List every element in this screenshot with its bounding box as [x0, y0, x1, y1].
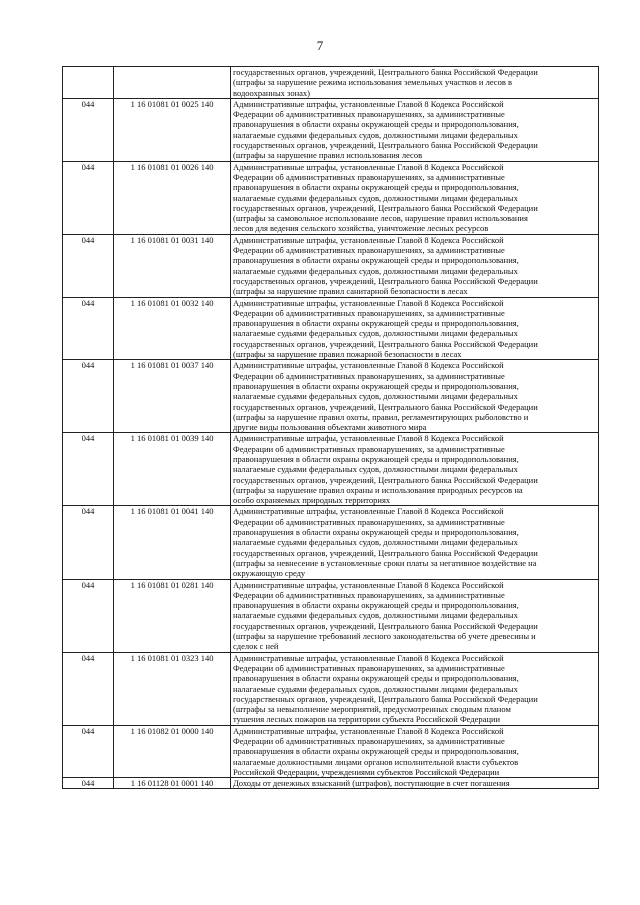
budget-classification-code-cell: 1 16 01081 01 0323 140 [114, 652, 231, 725]
budget-classification-code-cell: 1 16 01128 01 0001 140 [114, 778, 231, 789]
description-line: Административные штрафы, установленные Главой 8 Кодекса Российской [233, 506, 504, 517]
admin-code-cell: 044 [63, 234, 114, 297]
admin-code-cell: 044 [63, 161, 114, 234]
description-line: Федерации об административных правонарушениях, за административные [233, 589, 505, 600]
description-line: налагаемые судьями федеральных судов, должностными лицами федеральных [233, 391, 518, 402]
admin-code-cell: 044 [63, 506, 114, 579]
table-row [63, 725, 599, 777]
description-line: (штрафы за нарушение режима использования земельных участков и лесов в [233, 77, 512, 88]
description-line: государственных органов, учреждений, Центрального банка Российской Федерации [233, 693, 538, 704]
description-line: Административные штрафы, установленные Главой 8 Кодекса Российской [233, 579, 504, 590]
description-line: Федерации об административных правонарушениях, за административные [233, 109, 505, 120]
description-line: Административные штрафы, установленные Главой 8 Кодекса Российской [233, 652, 504, 663]
description-line: государственных органов, учреждений, Центрального банка Российской Федерации [233, 67, 538, 77]
table-row [63, 67, 599, 99]
description-line: Федерации об административных правонарушениях, за административные [233, 516, 505, 527]
description-line: Федерации об административных правонарушениях, за административные [233, 171, 505, 182]
description-line: правонарушения в области охраны окружающей среды и природопользования, [233, 318, 519, 329]
description-line: государственных органов, учреждений, Центрального банка Российской Федерации [233, 401, 538, 412]
description-line: Административные штрафы, установленные Главой 8 Кодекса Российской [233, 725, 504, 736]
page-number: 7 [316, 38, 324, 53]
revenue-description-cell [231, 579, 599, 652]
revenue-description-cell [231, 67, 599, 99]
description-line: правонарушения в области охраны окружающей среды и природопользования, [233, 600, 519, 611]
budget-classification-code-cell: 1 16 01082 01 0000 140 [114, 725, 231, 777]
description-line: правонарушения в области охраны окружающей среды и природопользования, [233, 255, 519, 266]
table-row [63, 506, 599, 579]
admin-code-cell: 044 [63, 433, 114, 506]
admin-code-cell: 044 [63, 725, 114, 777]
budget-classification-code-cell: 1 16 01081 01 0281 140 [114, 579, 231, 652]
description-line: налагаемые судьями федеральных судов, должностными лицами федеральных [233, 192, 518, 203]
admin-code-cell: 044 [63, 297, 114, 360]
admin-code-cell: 044 [63, 579, 114, 652]
revenue-codes-table [62, 66, 599, 789]
revenue-description-cell [231, 778, 599, 789]
description-line: государственных органов, учреждений, Центрального банка Российской Федерации [233, 474, 538, 485]
description-line: государственных органов, учреждений, Центрального банка Российской Федерации [233, 202, 538, 213]
budget-classification-code-cell: 1 16 01081 01 0039 140 [114, 433, 231, 506]
description-line: налагаемые судьями федеральных судов, должностными лицами федеральных [233, 129, 518, 140]
description-line: (штрафы за невнесение в установленные сроки платы за негативное воздействие на [233, 557, 537, 568]
description-line: Российской Федерации, учреждениями субъектов Российской Федерации [233, 766, 500, 777]
description-line: Административные штрафы, установленные Главой 8 Кодекса Российской [233, 234, 504, 245]
admin-code-cell: 044 [63, 778, 114, 789]
revenue-description-cell [231, 360, 599, 433]
revenue-description-cell [231, 234, 599, 297]
revenue-description-cell [231, 98, 599, 161]
description-line: налагаемые должностными лицами органов исполнительной власти субъектов [233, 756, 519, 767]
description-line: окружающую среду [233, 568, 306, 579]
description-line: государственных органов, учреждений, Центрального банка Российской Федерации [233, 620, 538, 631]
description-line: государственных органов, учреждений, Центрального банка Российской Федерации [233, 338, 538, 349]
table-row [63, 433, 599, 506]
revenue-description-cell [231, 433, 599, 506]
table-row [63, 98, 599, 161]
admin-code-cell: 044 [63, 98, 114, 161]
revenue-description-cell [231, 652, 599, 725]
description-line: Федерации об административных правонарушениях, за административные [233, 245, 505, 256]
revenue-description-cell [231, 725, 599, 777]
budget-classification-code-cell: 1 16 01081 01 0031 140 [114, 234, 231, 297]
description-line: правонарушения в области охраны окружающей среды и природопользования, [233, 453, 519, 464]
description-line: (штрафы за нарушение правил охраны и использования природных ресурсов на [233, 484, 523, 495]
description-line: Федерации об административных правонарушениях, за административные [233, 370, 505, 381]
admin-code-cell: 044 [63, 652, 114, 725]
description-line: Доходы от денежных взысканий (штрафов), поступающие в счет погашения [233, 778, 510, 789]
description-line: государственных органов, учреждений, Центрального банка Российской Федерации [233, 275, 538, 286]
description-line: Административные штрафы, установленные Главой 8 Кодекса Российской [233, 161, 504, 172]
budget-classification-code-cell: 1 16 01081 01 0026 140 [114, 161, 231, 234]
description-line: правонарушения в области охраны окружающей среды и природопользования, [233, 527, 519, 538]
description-line: Административные штрафы, установленные Главой 8 Кодекса Российской [233, 360, 504, 371]
description-line: Административные штрафы, установленные Главой 8 Кодекса Российской [233, 297, 504, 308]
description-line: налагаемые судьями федеральных судов, должностными лицами федеральных [233, 537, 518, 548]
description-line: налагаемые судьями федеральных судов, должностными лицами федеральных [233, 328, 518, 339]
table-row [63, 297, 599, 360]
description-line: правонарушения в области охраны окружающей среды и природопользования, [233, 673, 519, 684]
admin-code-cell [63, 67, 114, 99]
description-line: налагаемые судьями федеральных судов, должностными лицами федеральных [233, 683, 518, 694]
table-body [63, 67, 599, 789]
revenue-description-cell [231, 297, 599, 360]
description-line: сделок с ней [233, 641, 279, 652]
description-line: правонарушения в области охраны окружающей среды и природопользования, [233, 746, 519, 757]
description-line: другие виды пользования объектами животного мира [233, 422, 427, 433]
table-row [63, 778, 599, 789]
description-line: Административные штрафы, установленные Главой 8 Кодекса Российской [233, 433, 504, 444]
description-line: лесов для ведения сельского хозяйства, уничтожение лесных ресурсов [233, 223, 489, 234]
description-line: (штрафы за нарушение правил санитарной безопасности в лесах [233, 286, 468, 297]
description-line: Административные штрафы, установленные Главой 8 Кодекса Российской [233, 98, 504, 109]
description-line: (штрафы за невыполнение мероприятий, предусмотренных сводным планом [233, 704, 511, 715]
description-line: налагаемые судьями федеральных судов, должностными лицами федеральных [233, 610, 518, 621]
description-line: (штрафы за нарушение правил охоты, правил, регламентирующих рыболовство и [233, 411, 529, 422]
description-line: (штрафы за нарушение правил использования лесов [233, 150, 423, 161]
budget-classification-code-cell [114, 67, 231, 99]
description-line: (штрафы за нарушение требований лесного законодательства об учете древесины и [233, 631, 536, 642]
description-line: (штрафы за нарушение правил пожарной безопасности в лесах [233, 349, 462, 360]
description-line: правонарушения в области охраны окружающей среды и природопользования, [233, 380, 519, 391]
table-row [63, 161, 599, 234]
revenue-description-cell [231, 506, 599, 579]
description-line: Федерации об административных правонарушениях, за административные [233, 443, 505, 454]
table-row [63, 652, 599, 725]
description-line: государственных органов, учреждений, Центрального банка Российской Федерации [233, 140, 538, 151]
table-row [63, 579, 599, 652]
budget-classification-code-cell: 1 16 01081 01 0041 140 [114, 506, 231, 579]
description-line: (штрафы за самовольное использование лесов, нарушение правил использования [233, 213, 528, 224]
revenue-description-cell [231, 161, 599, 234]
description-line: государственных органов, учреждений, Центрального банка Российской Федерации [233, 547, 538, 558]
table-row [63, 234, 599, 297]
description-line: правонарушения в области охраны окружающей среды и природопользования, [233, 182, 519, 193]
description-line: налагаемые судьями федеральных судов, должностными лицами федеральных [233, 265, 518, 276]
description-line: налагаемые судьями федеральных судов, должностными лицами федеральных [233, 464, 518, 475]
budget-classification-code-cell: 1 16 01081 01 0032 140 [114, 297, 231, 360]
description-line: водоохранных зонах) [233, 87, 310, 98]
description-line: Федерации об административных правонарушениях, за административные [233, 662, 505, 673]
description-line: особо охраняемых природных территориях [233, 495, 391, 506]
table-row [63, 360, 599, 433]
description-line: Федерации об административных правонарушениях, за административные [233, 307, 505, 318]
admin-code-cell: 044 [63, 360, 114, 433]
budget-classification-code-cell: 1 16 01081 01 0025 140 [114, 98, 231, 161]
budget-classification-code-cell: 1 16 01081 01 0037 140 [114, 360, 231, 433]
description-line: Федерации об административных правонарушениях, за административные [233, 736, 505, 746]
description-line: тушения лесных пожаров на территории субъекта Российской Федерации [233, 714, 501, 725]
description-line: правонарушения в области охраны окружающей среды и природопользования, [233, 119, 519, 130]
